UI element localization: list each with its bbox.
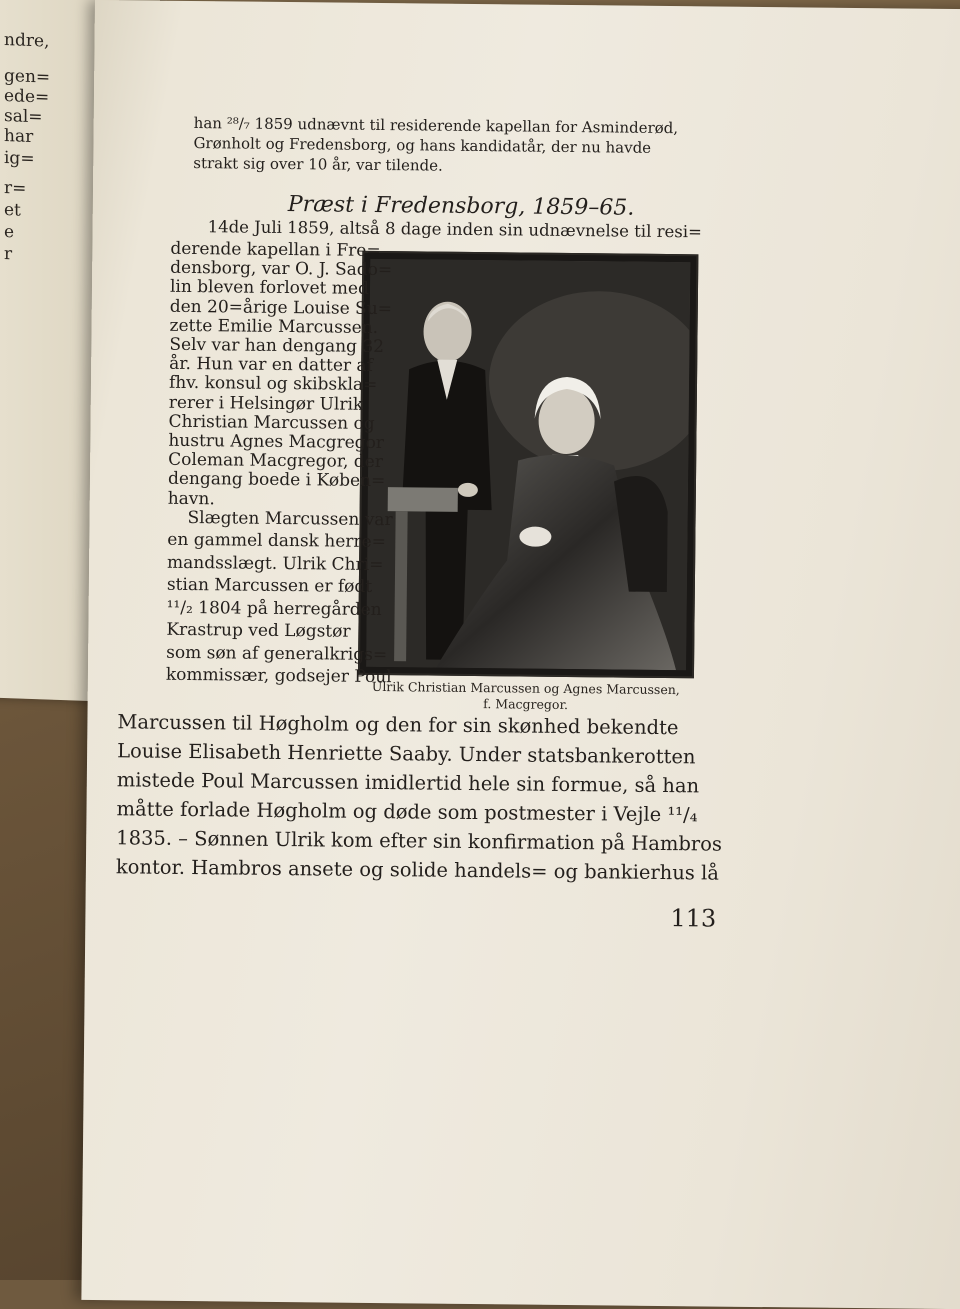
book-page <box>81 0 960 1309</box>
left-fragment: har <box>4 126 34 148</box>
narrow-text-line: mandsslægt. Ulrik Chri= <box>167 552 384 575</box>
left-fragment: ndre, <box>4 30 50 52</box>
page-number: 113 <box>670 904 717 933</box>
narrow-text-line: som søn af generalkrigs= <box>166 642 388 665</box>
left-fragment: e <box>4 222 15 243</box>
wide-text-line: Marcussen til Høgholm og den for sin skønhed bekendte <box>117 710 679 740</box>
narrow-text-line: zette Emilie Marcussen. <box>169 315 379 338</box>
left-fragment: gen= <box>4 66 51 88</box>
narrow-text-line: lin bleven forlovet med <box>169 277 370 300</box>
narrow-text-line: den 20=årige Louise Su= <box>169 296 393 319</box>
narrow-text-line: dengang boede i Køben= <box>167 469 386 492</box>
intro-line: strakt sig over 10 år, var tilende. <box>193 154 443 175</box>
wide-text-line: kontor. Hambros ansete og solide handels= og bankierhus lå <box>115 855 720 885</box>
left-fragment: sal= <box>4 106 43 128</box>
narrow-text-line: Slægten Marcussen var <box>187 507 393 530</box>
portrait-photo <box>358 251 698 678</box>
narrow-text-line: ¹¹/₂ 1804 på herregården <box>166 597 382 620</box>
narrow-text-line: kommissær, godsejer Poul <box>165 665 392 688</box>
wide-text-line: måtte forlade Høgholm og døde som postmester i Vejle ¹¹/₄ <box>116 797 698 827</box>
narrow-text-line: densborg, var O. J. Sado= <box>170 257 393 281</box>
wide-text-line: 1835. – Sønnen Ulrik kom efter sin konfirmation på Hambros <box>116 826 723 856</box>
intro-line: han ²⁸/₇ 1859 udnævnt til residerende kapellan for Asminderød, <box>193 114 679 138</box>
narrow-text-line: havn. <box>167 488 215 509</box>
left-fragment: r= <box>4 178 27 199</box>
wide-text-line: mistede Poul Marcussen imidlertid hele sin formue, så han <box>116 768 700 798</box>
narrow-text-line: Christian Marcussen og <box>168 411 375 434</box>
narrow-text-line: år. Hun var en datter af <box>169 353 374 377</box>
narrow-text-line: Selv var han dengang 32 <box>169 334 385 358</box>
left-fragment: ig= <box>4 148 35 170</box>
body-first-line: 14de Juli 1859, altså 8 dage inden sin udnævnelse til resi= <box>207 217 702 242</box>
narrow-text-line: Coleman Macgregor, der <box>168 449 384 473</box>
left-fragment: r <box>4 244 13 265</box>
narrow-text-line: rerer i Helsingør Ulrik <box>168 392 364 415</box>
left-fragment: ede= <box>4 86 50 108</box>
photo-image <box>366 259 690 670</box>
portrait-illustration <box>366 259 690 670</box>
narrow-text-line: hustru Agnes Macgregor <box>168 430 385 454</box>
narrow-text-line: derende kapellan i Fre= <box>170 238 381 262</box>
narrow-text-line: en gammel dansk herre= <box>167 530 386 553</box>
wide-text-line: Louise Elisabeth Henriette Saaby. Under statsbankerotten <box>117 739 696 769</box>
left-fragment: et <box>4 200 21 221</box>
narrow-text-line: stian Marcussen er født <box>166 575 373 598</box>
intro-line: Grønholt og Fredensborg, og hans kandidatår, der nu havde <box>193 134 652 157</box>
photo-caption-line: f. Macgregor. <box>483 696 569 712</box>
narrow-text-line: fhv. konsul og skibskla= <box>168 373 378 396</box>
narrow-text-line: Krastrup ved Løgstør <box>166 620 351 643</box>
section-heading: Præst i Fredensborg, 1859–65. <box>287 192 635 221</box>
photo-caption-line: Ulrik Christian Marcussen og Agnes Marcussen, <box>371 678 680 698</box>
